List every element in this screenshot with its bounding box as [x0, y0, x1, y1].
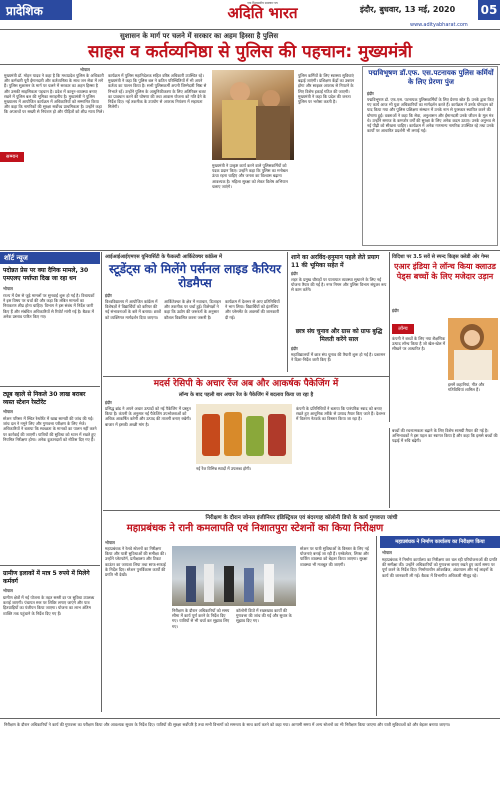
startups-headline: स्टूडेंट्स को मिलेंगे पर्सनल लाइड कैरियर रोडमैप्स — [108, 262, 282, 290]
short-news-byline-1: भोपाल — [3, 286, 13, 291]
edtech-body-1: कंपनी ने बच्चों के लिए नया शैक्षणिक उत्पाद लॉन्च किया है जो खेल-खेल में सीखने पर आधारित है। — [392, 336, 446, 352]
short-news-byline-3: भोपाल — [3, 588, 13, 593]
edtech-kicker: विदिशा पर 3.5 सवें से स्पन्द किड्स क्लेडी ओर गेम्स — [392, 254, 489, 260]
left-column-divider — [101, 252, 102, 712]
railway-body-4: स्टेशन पर यात्री सुविधाओं के विस्तार के लिए नई योजनाएं बनाई जा रही हैं। एस्केलेटर, लिफ्ट और पार्किंग व्यवस्था को बेहतर किया जाएगा। सुरक्षा व्यवस्था भी मजबूत की जाएगी। — [300, 546, 369, 567]
railway-body-3: कॉलोनी डिपो में रखरखाव कार्यों की गुणवत्ता की जांच की गई और सुधार के सुझाव दिए गए। — [236, 608, 292, 624]
website-url: www.adityabharat.com — [410, 22, 468, 28]
lead-body-col4: पुलिस कर्मियों के लिए स्वास्थ्य सुविधाएं बढ़ाई जाएंगी। प्रशिक्षण केंद्रों का उन्नयन होगा और साइबर अपराध से निपटने के लिए विशेष इकाई गठित की जाएगी। मुख्यमंत्री ने कहा कि प्रदेश की जनता पुलिस पर भरोसा करती है। — [298, 73, 355, 105]
mothers-body-3: कंपनी के प्रतिनिधियों ने बताया कि पारंपरिक स्वाद को बनाए रखते हुए आधुनिक तरीके से उत्पाद तैयार किए जाते हैं। देशभर में वितरण नेटवर्क का विस्तार किया जा रहा है। — [296, 406, 386, 422]
railway-right-divider — [376, 536, 377, 716]
students-body: महाविद्यालयों में छात्र संघ चुनाव की तैयारी शुरू हो गई है। प्रशासन ने दिशा-निर्देश जारी किए हैं। — [291, 352, 386, 363]
railway-top-rule — [103, 510, 500, 511]
lead-rule — [0, 64, 500, 65]
mothers-right-divider — [389, 428, 390, 508]
side-tag-launch: लॉन्च — [392, 324, 414, 334]
short-news-byline-2: भोपाल — [3, 409, 13, 414]
short-news-body-2: स्टेशन परिसर में स्थित रेस्टोरेंट में खाद्य सामग्री की जांच की गई। जांच दल ने नमूने लिए और गुणवत्ता परीक्षण के लिए भेजे। अधिकारियों ने बताया कि स्वच्छता के मानकों का पालन नहीं करने पर कार्रवाई की जाएगी। यात्रियों की सुविधा को ध्यान में रखते हुए नियमित निरीक्षण होगा। अनेक दुकानदारों को नोटिस दिए गए हैं। — [3, 416, 97, 442]
right-top-box — [362, 66, 498, 246]
railway-headline: महाप्रबंधक ने रानी कमलापति एवं निशातपुरा स्टेशनों का किया निरीक्षण — [126, 523, 384, 534]
edtech-headline: एआर इंडिया ने लॉन्च किया क्लाउड पेड्स बच्चों के लिए मजेदार उड़ान — [394, 262, 496, 281]
mothers-subhead: लॉन्च के बाद पहली बार अचार रेंज के पैकेजिंग में बदलाव किया जा रहा है — [178, 392, 314, 398]
right-bottom-banner: महाप्रबंधक ने निर्माण कार्यालय का निरीक्षण किया — [380, 536, 500, 548]
bus-story-kicker: शाने का अरविंद-हनुमान पहले लेते प्रयाग 11 की भूमिका सहेत में — [291, 254, 380, 269]
short-news-body-3: ग्रामीण क्षेत्रों में नई योजना के तहत सस्ती दर पर सुविधा उपलब्ध कराई जाएगी। पंचायत स्तर पर शिविर लगाए जाएंगे और पात्र हितग्राहियों का पंजीयन किया जाएगा। योजना का लाभ अंतिम व्यक्ति तक पहुंचाने के निर्देश दिए गए हैं। — [3, 595, 95, 616]
section-title: प्रादेशिक — [6, 3, 43, 18]
mothers-product-photo — [196, 404, 292, 464]
mothers-byline: इंदौर — [105, 400, 112, 405]
section-banner — [0, 0, 72, 20]
brand-tagline: एक विश्वसनीय समाचार पत्र — [247, 1, 278, 5]
edtech-body-2: इसमें कहानियां, गीत और गतिविधियां शामिल हैं। — [448, 382, 485, 393]
mothers-headline: मदर्स रेसिपी के अचार रेंज अब और आकर्षक पैकेजिंग में — [153, 379, 339, 389]
edtech-body-3: बच्चों की रचनात्मकता बढ़ाने के लिए विशेष सामग्री तैयार की गई है। अभिभावकों ने इस पहल का स्वागत किया है और कहा कि इससे बच्चों की पढ़ाई में रुचि बढ़ेगी। — [392, 428, 498, 444]
lead-headline: साहस व कर्तव्यनिष्ठा से पुलिस की पहचान: मुख्यमंत्री — [87, 42, 413, 62]
side-tag-samman: सम्मान — [0, 152, 24, 162]
page-footer-text: निरीक्षण के दौरान अधिकारियों ने कार्य की गुणवत्ता का परीक्षण किया और आवश्यक सुधार के निर्देश दिए। यात्रियों की सुरक्षा सर्वोपरि है तथा सभी विभागों को समन्वय के साथ कार्य करने को कहा गया। आगामी समय में अन्य स्टेशनों का भी निरीक्षण किया जाएगा और यात्री सुविधाओं को और बेहतर बनाया जाएगा। — [4, 722, 451, 727]
edtech-divider — [389, 252, 390, 422]
railway-photo — [172, 546, 296, 606]
bus-story-byline: इंदौर — [291, 271, 298, 276]
right-top-headline: पद्मविभूषण डॉ.एफ. एस.पटनायक पुलिस कर्मियों के लिए प्रेरणा पुंज — [368, 69, 494, 86]
brand-logo — [200, 1, 325, 23]
right-top-byline: इंदौर — [367, 91, 374, 96]
bus-story-body: शहर के प्रमुख चौराहों पर यातायात व्यवस्था सुधारने के लिए नई योजना तैयार की गई है। नगर निगम और पुलिस विभाग संयुक्त रूप से काम करेंगे। — [291, 277, 387, 293]
students-headline: छात्र संघ चुनाव और ग्रास को ग्राफ बुद्धि मिलती करेंगे साल — [295, 328, 383, 343]
startups-body-1: विश्वविद्यालय में आयोजित कांफ्रेंस में विशेषज्ञों ने विद्यार्थियों को करियर की नई संभावनाओं के बारे में बताया। छात्रों को व्यक्तिगत मार्गदर्शन दिया जाएगा। — [105, 299, 161, 320]
right-bottom-body: महाप्रबंधक ने निर्माण कार्यालय का निरीक्षण कर चल रही परियोजनाओं की प्रगति की समीक्षा की। उन्होंने अधिकारियों को गुणवत्ता बनाए रखते हुए कार्य समय पर पूर्ण करने के निर्देश दिए। निर्माणाधीन ओवरब्रिज, अंडरपास और नई लाइनों के कार्य की जानकारी ली गई। बैठक में विभागीय अधिकारी मौजूद रहे। — [382, 557, 498, 578]
lead-kicker: सुशासन के मार्ग पर चलने में सरकार का अहम हिस्सा है पुलिस — [120, 32, 279, 40]
startups-byline: इंदौर — [105, 293, 112, 298]
short-news-headline-1: पदोन्नत प्रेस पर क्या दैनिक मामले, 30 एमएलए पर्याप्ता दिख जा रहा धन — [3, 267, 89, 282]
startups-divider — [287, 252, 288, 372]
railway-byline: भोपाल — [105, 540, 115, 545]
short-news-column — [0, 252, 100, 712]
right-bottom-byline: भोपाल — [382, 550, 392, 555]
startups-body-3: कार्यक्रम में देशभर से आए प्रतिनिधियों ने भाग लिया। विद्यार्थियों को इंटर्नशिप और प्लेसमेंट के अवसरों की जानकारी दी गई। — [225, 299, 280, 320]
brand-name: अदिति भारत — [227, 4, 298, 22]
startups-body-2: आर्किटेक्चर के क्षेत्र में नवाचार, डिजाइन और तकनीक पर चर्चा हुई। विशेषज्ञों ने कहा कि उद्योग की जरूरतों के अनुसार कौशल विकसित करना जरूरी है। — [164, 299, 221, 320]
short-news-rule-2 — [0, 565, 100, 566]
edtech-photo — [448, 318, 498, 380]
lead-body-col3: मुख्यमंत्री ने उत्कृष्ट कार्य करने वाले पुलिसकर्मियों को पदक प्रदान किए। उन्होंने कहा कि पुलिस का मनोबल ऊंचा रहना चाहिए और जनता का विश्वास बढ़ाना आवश्यक है। महिला सुरक्षा को लेकर विशेष अभियान चलाए जाएंगे। — [212, 163, 288, 189]
railway-body-1: महाप्रबंधक ने रेलवे स्टेशनों का निरीक्षण किया और यात्री सुविधाओं की समीक्षा की। उन्होंने प्लेटफॉर्म, प्रतीक्षालय और टिकट काउंटर का जायजा लिया तथा साफ-सफाई के निर्देश दिए। स्टेशन पुनर्विकास कार्यों की प्रगति भी देखी। — [105, 546, 166, 578]
lead-body-col1: मुख्यमंत्री डॉ. मोहन यादव ने कहा है कि मध्यप्रदेश पुलिस के अधिकारी और कर्मचारी पूरी ईमानदारी और कर्तव्यनिष्ठा के साथ जन सेवा में लगे हैं। पुलिस सुशासन के मार्ग पर चलने में सरकार का अहम हिस्सा है और उसकी साहसिकता पहचान है। प्रदेश में कानून-व्यवस्था बनाए रखने में पुलिस बल की भूमिका सराहनीय है। मुख्यमंत्री ने पुलिस मुख्यालय में आयोजित कार्यक्रम में अधिकारियों को सम्मानित किया और कहा कि नागरिकों की सुरक्षा सर्वोच्च प्राथमिकता है। उन्होंने कहा कि अपराधों पर सख्ती से नियंत्रण हो और पीड़ितों को शीघ्र न्याय मिले। — [4, 73, 104, 115]
short-news-rule-1 — [0, 386, 100, 387]
masthead-rule — [0, 29, 500, 30]
short-news-banner: शॉर्ट न्यूज — [0, 252, 100, 264]
page-bottom-rule — [0, 718, 500, 719]
startups-kicker: आईआईआईएमएस यूनिवर्सिटी के फैकल्टी आर्किटेक्चर कांफ्रेंस में — [105, 254, 223, 260]
right-top-body: पद्मविभूषण डॉ. एफ.एस. पटनायक पुलिसकर्मियों के लिए प्रेरणा स्रोत हैं। उनके द्वारा किए गए कार्य आज भी युवा अधिकारियों का मार्गदर्शन करते हैं। कार्यक्रम में उनके योगदान को याद किया गया और पुलिस प्रशिक्षण संस्थान में उनके नाम से पुरस्कार स्थापित करने की घोषणा हुई। वक्ताओं ने कहा कि सेवा, अनुशासन और ईमानदारी उनके जीवन के मूल मंत्र थे। उन्होंने समाज के कमजोर वर्गों की सुरक्षा के लिए अनेक कदम उठाए। उनके अनुभव से नई पीढ़ी को सीखना चाहिए। कार्यक्रम में अनेक गणमान्य नागरिक उपस्थित रहे तथा उनके कार्यों पर आधारित प्रदर्शनी भी लगाई गई। — [367, 97, 495, 134]
place-date: इंदौर, बुधवार, 13 मई, 2020 — [360, 5, 456, 14]
mothers-body-1: प्रसिद्ध ब्रांड ने अपने अचार उत्पादों को नई पैकेजिंग में प्रस्तुत किया है। कंपनी के अनुसार नई पैकेजिंग उपभोक्ताओं को अधिक आकर्षित करेगी और उत्पाद की ताजगी बनाए रखेगी। बाजार में इसकी अच्छी मांग है। — [105, 406, 192, 427]
lead-photo — [212, 70, 294, 160]
page-number: 05 — [478, 0, 500, 20]
lead-bottom-rule — [0, 250, 500, 251]
students-byline: इंदौर — [291, 346, 298, 351]
short-news-body-1: राज्य में प्रेस से जुड़े मामलों पर सुनवाई शुरू हो गई है। विधायकों ने इस विषय पर चर्चा की और कहा कि लंबित मामलों का निराकरण शीघ्र होना चाहिए। विभाग ने इस संबंध में निर्देश जारी किए हैं और संबंधित अधिकारियों से रिपोर्ट मांगी गई है। बैठक में अनेक प्रस्ताव पारित किए गए। — [3, 293, 95, 319]
railway-body-2: निरीक्षण के दौरान अधिकारियों को समय सीमा में कार्य पूर्ण करने के निर्देश दिए गए। यात्रियों से भी चर्चा कर सुझाव लिए गए। — [172, 608, 230, 629]
railway-kicker: निरीक्षण के दौरान जोनल इंजीनियर इंडिस्ट्रियल एवं बंदरगाह कॉलोनी डिपो के कार्य गुणवत्ता जांची — [205, 515, 398, 521]
right-bottom-box — [380, 536, 500, 716]
lead-byline: भोपाल — [80, 67, 90, 72]
lead-body-col2: कार्यक्रम में पुलिस महानिदेशक सहित वरिष्ठ अधिकारी उपस्थित रहे। मुख्यमंत्री ने कहा कि पुलिस बल ने कठिन परिस्थितियों में भी अपने कर्तव्य का पालन किया है। सभी पुलिसकर्मी अपनी जिम्मेदारी निष्ठा से निभाते रहें। उन्होंने पुलिस के आधुनिकीकरण के लिए अतिरिक्त बजट का प्रावधान करने की घोषणा की तथा आवास योजना को गति देने के निर्देश दिए। नई तकनीक के उपयोग से अपराध नियंत्रण में सहायता मिलेगी। — [108, 73, 207, 110]
mothers-top-rule — [103, 376, 389, 377]
mothers-body-2: नई रेंज विभिन्न स्वादों में उपलब्ध होगी। — [196, 466, 252, 471]
edtech-byline: इंदौर — [392, 308, 399, 313]
short-news-headline-2: ट्यूब व्हाले से निकले 30 लाख बराबर व्यस्त स्टेशन रेस्टोरेंट — [3, 391, 86, 406]
short-news-headline-3: ग्रामीण इलाकों में मात्र 5 रुपये में मिलेगे कर्मवर्ग — [3, 570, 90, 585]
